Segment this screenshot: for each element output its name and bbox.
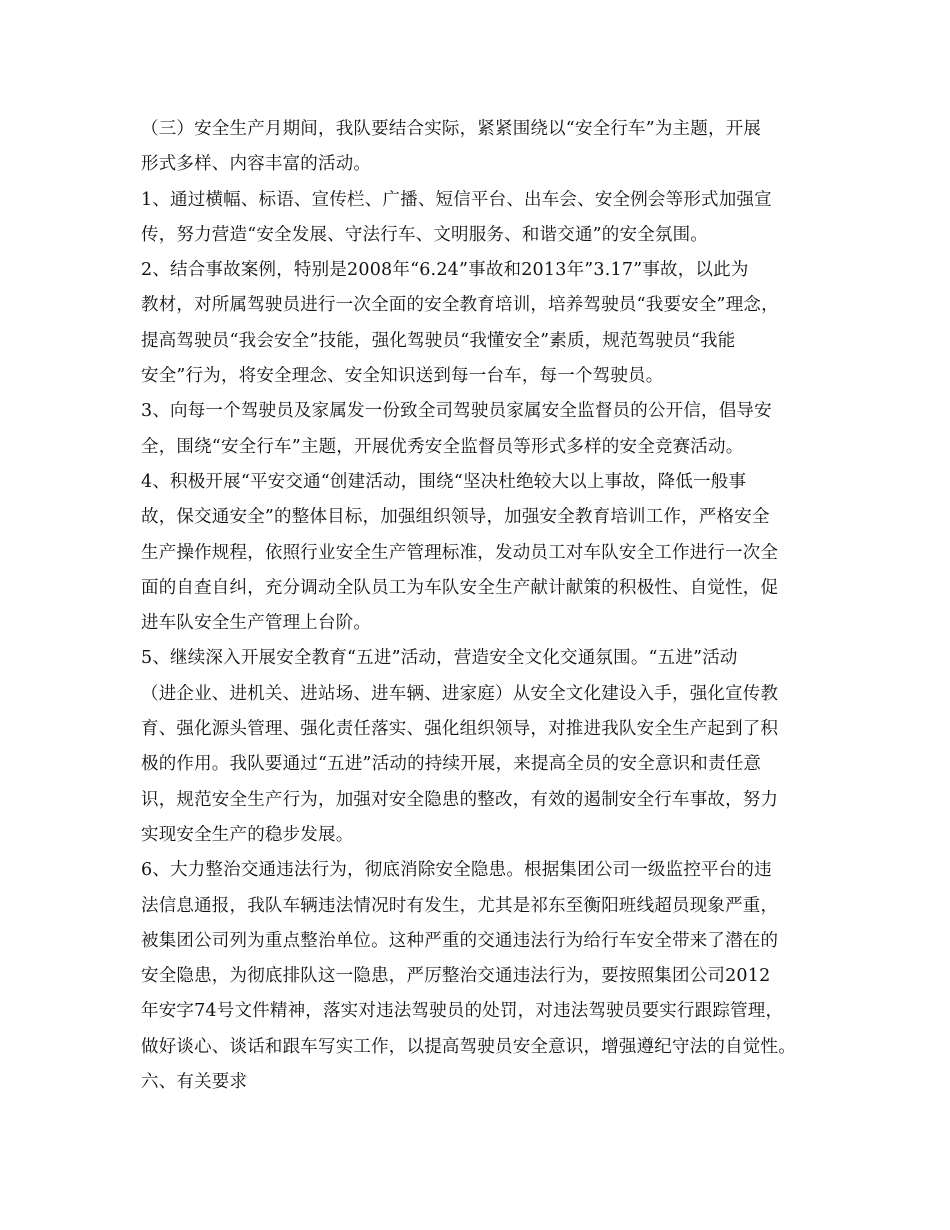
paragraph-item-1 bbox=[141, 183, 831, 254]
text-line: 故，保交通安全”的整体目标，加强组织领导，加强安全教育培训工作，严格安全 bbox=[141, 507, 770, 528]
section-heading-requirements bbox=[141, 1065, 831, 1100]
text-line: 年安字74号文件精神，落实对违法驾驶员的处罚，对违法驾驶员要实行跟踪管理， bbox=[141, 1001, 784, 1022]
paragraph-item-2 bbox=[141, 253, 831, 394]
text-line: 六、有关要求 bbox=[141, 1072, 248, 1093]
text-line: 4、积极开展“平安交通“创建活动，围绕“坚决杜绝较大以上事故，降低一般事 bbox=[141, 471, 747, 492]
paragraph-item-5 bbox=[141, 641, 831, 853]
text-line: 生产操作规程，依照行业安全生产管理标准，发动员工对车队安全工作进行一次全 bbox=[141, 542, 779, 563]
text-line: 进车队安全生产管理上台阶。 bbox=[141, 613, 372, 634]
text-line: 形式多样、内容丰富的活动。 bbox=[141, 154, 372, 175]
text-line: （三）安全生产月期间，我队要结合实际，紧紧围绕以“安全行车”为主题，开展 bbox=[141, 119, 762, 139]
text-line: 2、结合事故案例，特别是2008年“6.24”事故和2013年”3.17”事故，以此为 bbox=[141, 260, 749, 281]
text-line: 安全隐患，为彻底排队这一隐患，严厉整治交通违法行为，要按照集团公司2012 bbox=[141, 966, 771, 987]
text-line: 被集团公司列为重点整治单位。这种严重的交通违法行为给行车安全带来了潜在的 bbox=[141, 930, 779, 951]
paragraph-item-6 bbox=[141, 853, 831, 1065]
document-body bbox=[141, 112, 831, 1100]
text-line: 做好谈心、谈话和跟车写实工作，以提高驾驶员安全意识，增强遵纪守法的自觉性。 bbox=[141, 1036, 796, 1057]
text-line: 传，努力营造“安全发展、守法行车、文明服务、和谐交通”的安全氛围。 bbox=[141, 224, 708, 245]
text-line: 提高驾驶员“我会安全”技能，强化驾驶员“我懂安全”素质，规范驾驶员“我能 bbox=[141, 330, 736, 351]
text-line: 3、向每一个驾驶员及家属发一份致全司驾驶员家属安全监督员的公开信，倡导安 bbox=[141, 401, 772, 422]
paragraph-item-4 bbox=[141, 465, 831, 641]
text-line: 实现安全生产的稳步发展。 bbox=[141, 824, 354, 845]
text-line: 识，规范安全生产行为，加强对安全隐患的整改，有效的遏制安全行车事故，努力 bbox=[141, 789, 779, 810]
text-line: 面的自查自纠，充分调动全队员工为车队安全生产献计献策的积极性、自觉性，促 bbox=[141, 577, 779, 598]
paragraph-section-three-intro bbox=[141, 112, 831, 183]
text-line: 1、通过横幅、标语、宣传栏、广播、短信平台、出车会、安全例会等形式加强宣 bbox=[141, 189, 772, 210]
text-line: 教材，对所属驾驶员进行一次全面的安全教育培训，培养驾驶员“我要安全”理念， bbox=[141, 295, 779, 316]
text-line: 全，围绕“安全行车”主题，开展优秀安全监督员等形式多样的安全竞赛活动。 bbox=[141, 436, 744, 457]
text-line: 育、强化源头管理、强化责任落实、强化组织领导，对推进我队安全生产起到了积 bbox=[141, 719, 779, 740]
paragraph-item-3 bbox=[141, 394, 831, 465]
text-line: 安全”行为，将安全理念、安全知识送到每一台车，每一个驾驶员。 bbox=[141, 366, 664, 387]
text-line: 6、大力整治交通违法行为，彻底消除安全隐患。根据集团公司一级监控平台的违 bbox=[141, 860, 772, 881]
text-line: 5、继续深入开展安全教育“五进”活动，营造安全文化交通氛围。“五进”活动 bbox=[141, 648, 738, 669]
text-line: 极的作用。我队要通过“五进”活动的持续开展，来提高全员的安全意识和责任意 bbox=[141, 754, 762, 775]
text-line: （进企业、进机关、进站场、进车辆、进家庭）从安全文化建设入手，强化宣传教 bbox=[141, 683, 779, 704]
text-line: 法信息通报，我队车辆违法情况时有发生，尤其是祁东至衡阳班线超员现象严重， bbox=[141, 895, 779, 916]
